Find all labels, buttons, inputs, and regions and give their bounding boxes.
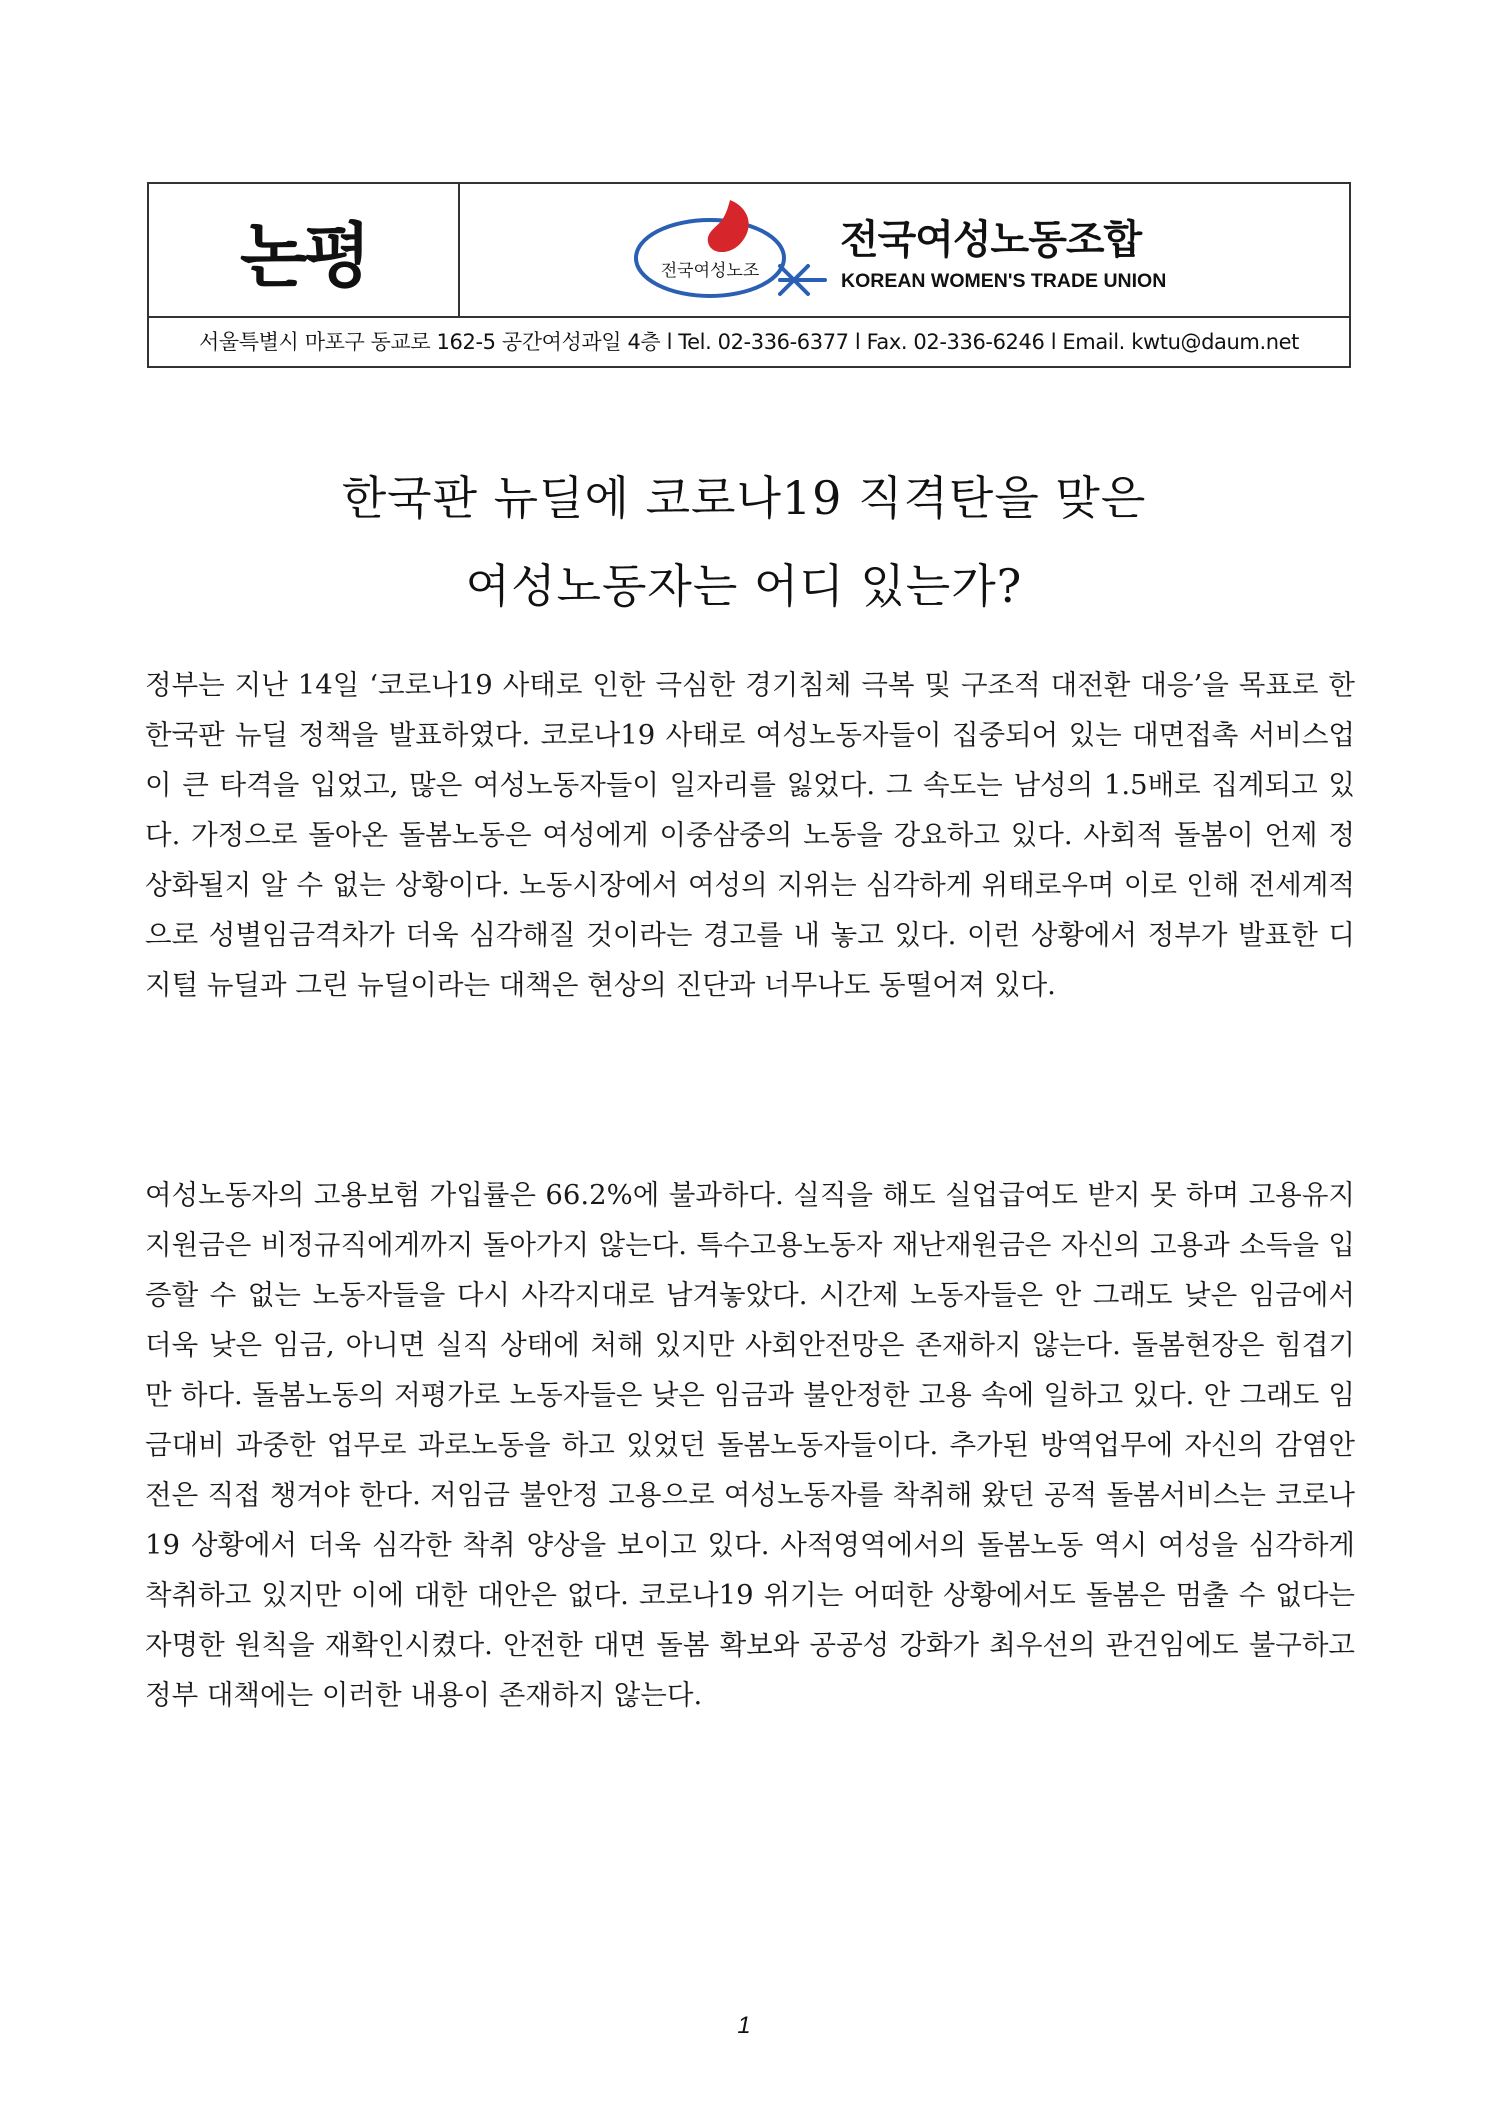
organization-name-korean: 전국여성노동조합: [840, 217, 1142, 263]
organization-cell: [460, 184, 1349, 316]
body-paragraph-1: 정부는 지난 14일 ‘코로나19 사태로 인한 극심한 경기침체 극복 및 구조적 대전환 대응’을 목표로 한 한국판 뉴딜 정책을 발표하였다. 코로나19 사태로 여성노동자들이 집중되어 있는 대면접촉 서비스업이 큰 타격을 입었고, 많은 여성노동자들이 일자리를 잃었다. 그 속도는 남성의 1.5배로 집계되고 있다. 가정으로 돌아온 돌봄노동은 여성에게 이중삼중의 노동을 강요하고 있다. 사회적 돌봄이 언제 정상화될지 알 수 없는 상황이다. 노동시장에서 여성의 지위는 심각하게 위태로우며 이로 인해 전세계적으로 성별임금격차가 더욱 심각해질 것이라는 경고를 내 놓고 있다. 이런 상황에서 정부가 발표한 디지털 뉴딜과 그린 뉴딜이라는 대책은 현상의 진단과 너무나도 동떨어져 있다.: [145, 669, 1355, 1001]
document-title-line-2: 여성노동자는 어디 있는가?: [465, 559, 1023, 613]
contact-info: 서울특별시 마포구 동교로 162-5 공간여성과일 4층 l Tel. 02-336-6377 l Fax. 02-336-6246 l Email. kwtu@daum.net: [198, 330, 1300, 354]
header-top-row: [149, 184, 1349, 318]
union-logo-icon: [630, 198, 830, 304]
logo-text: 전국여성노조: [660, 261, 760, 281]
page-number: 1: [737, 2012, 751, 2039]
organization-name-english: KOREAN WOMEN'S TRADE UNION: [841, 270, 1167, 292]
body-paragraph-2: 여성노동자의 고용보험 가입률은 66.2%에 불과하다. 실직을 해도 실업급여도 받지 못 하며 고용유지지원금은 비정규직에게까지 돌아가지 않는다. 특수고용노동자 재난재원금은 자신의 고용과 소득을 입증할 수 없는 노동자들을 다시 사각지대로 남겨놓았다. 시간제 노동자들은 안 그래도 낮은 임금에서 더욱 낮은 임금, 아니면 실직 상태에 처해 있지만 사회안전망은 존재하지 않는다. 돌봄현장은 힘겹기만 하다. 돌봄노동의 저평가로 노동자들은 낮은 임금과 불안정한 고용 속에 일하고 있다. 안 그래도 임금대비 과중한 업무로 과로노동을 하고 있었던 돌봄노동자들이다. 추가된 방역업무에 자신의 감염안전은 직접 챙겨야 한다. 저임금 불안정 고용으로 여성노동자를 착취해 왔던 공적 돌봄서비스는 코로나19 상황에서 더욱 심각한 착취 양상을 보이고 있다. 사적영역에서의 돌봄노동 역시 여성을 심각하게 착취하고 있지만 이에 대한 대안은 없다. 코로나19 위기는 어떠한 상황에서도 돌봄은 멈출 수 없다는 자명한 원칙을 재확인시켰다. 안전한 대면 돌봄 확보와 공공성 강화가 최우선의 관건임에도 불구하고 정부 대책에는 이러한 내용이 존재하지 않는다.: [145, 1179, 1355, 1711]
header-label: 논평: [239, 214, 368, 297]
header-box: [147, 182, 1351, 368]
header-label-cell: [149, 184, 460, 316]
document-title-line-1: 한국판 뉴딜에 코로나19 직격탄을 맞은: [341, 471, 1147, 525]
